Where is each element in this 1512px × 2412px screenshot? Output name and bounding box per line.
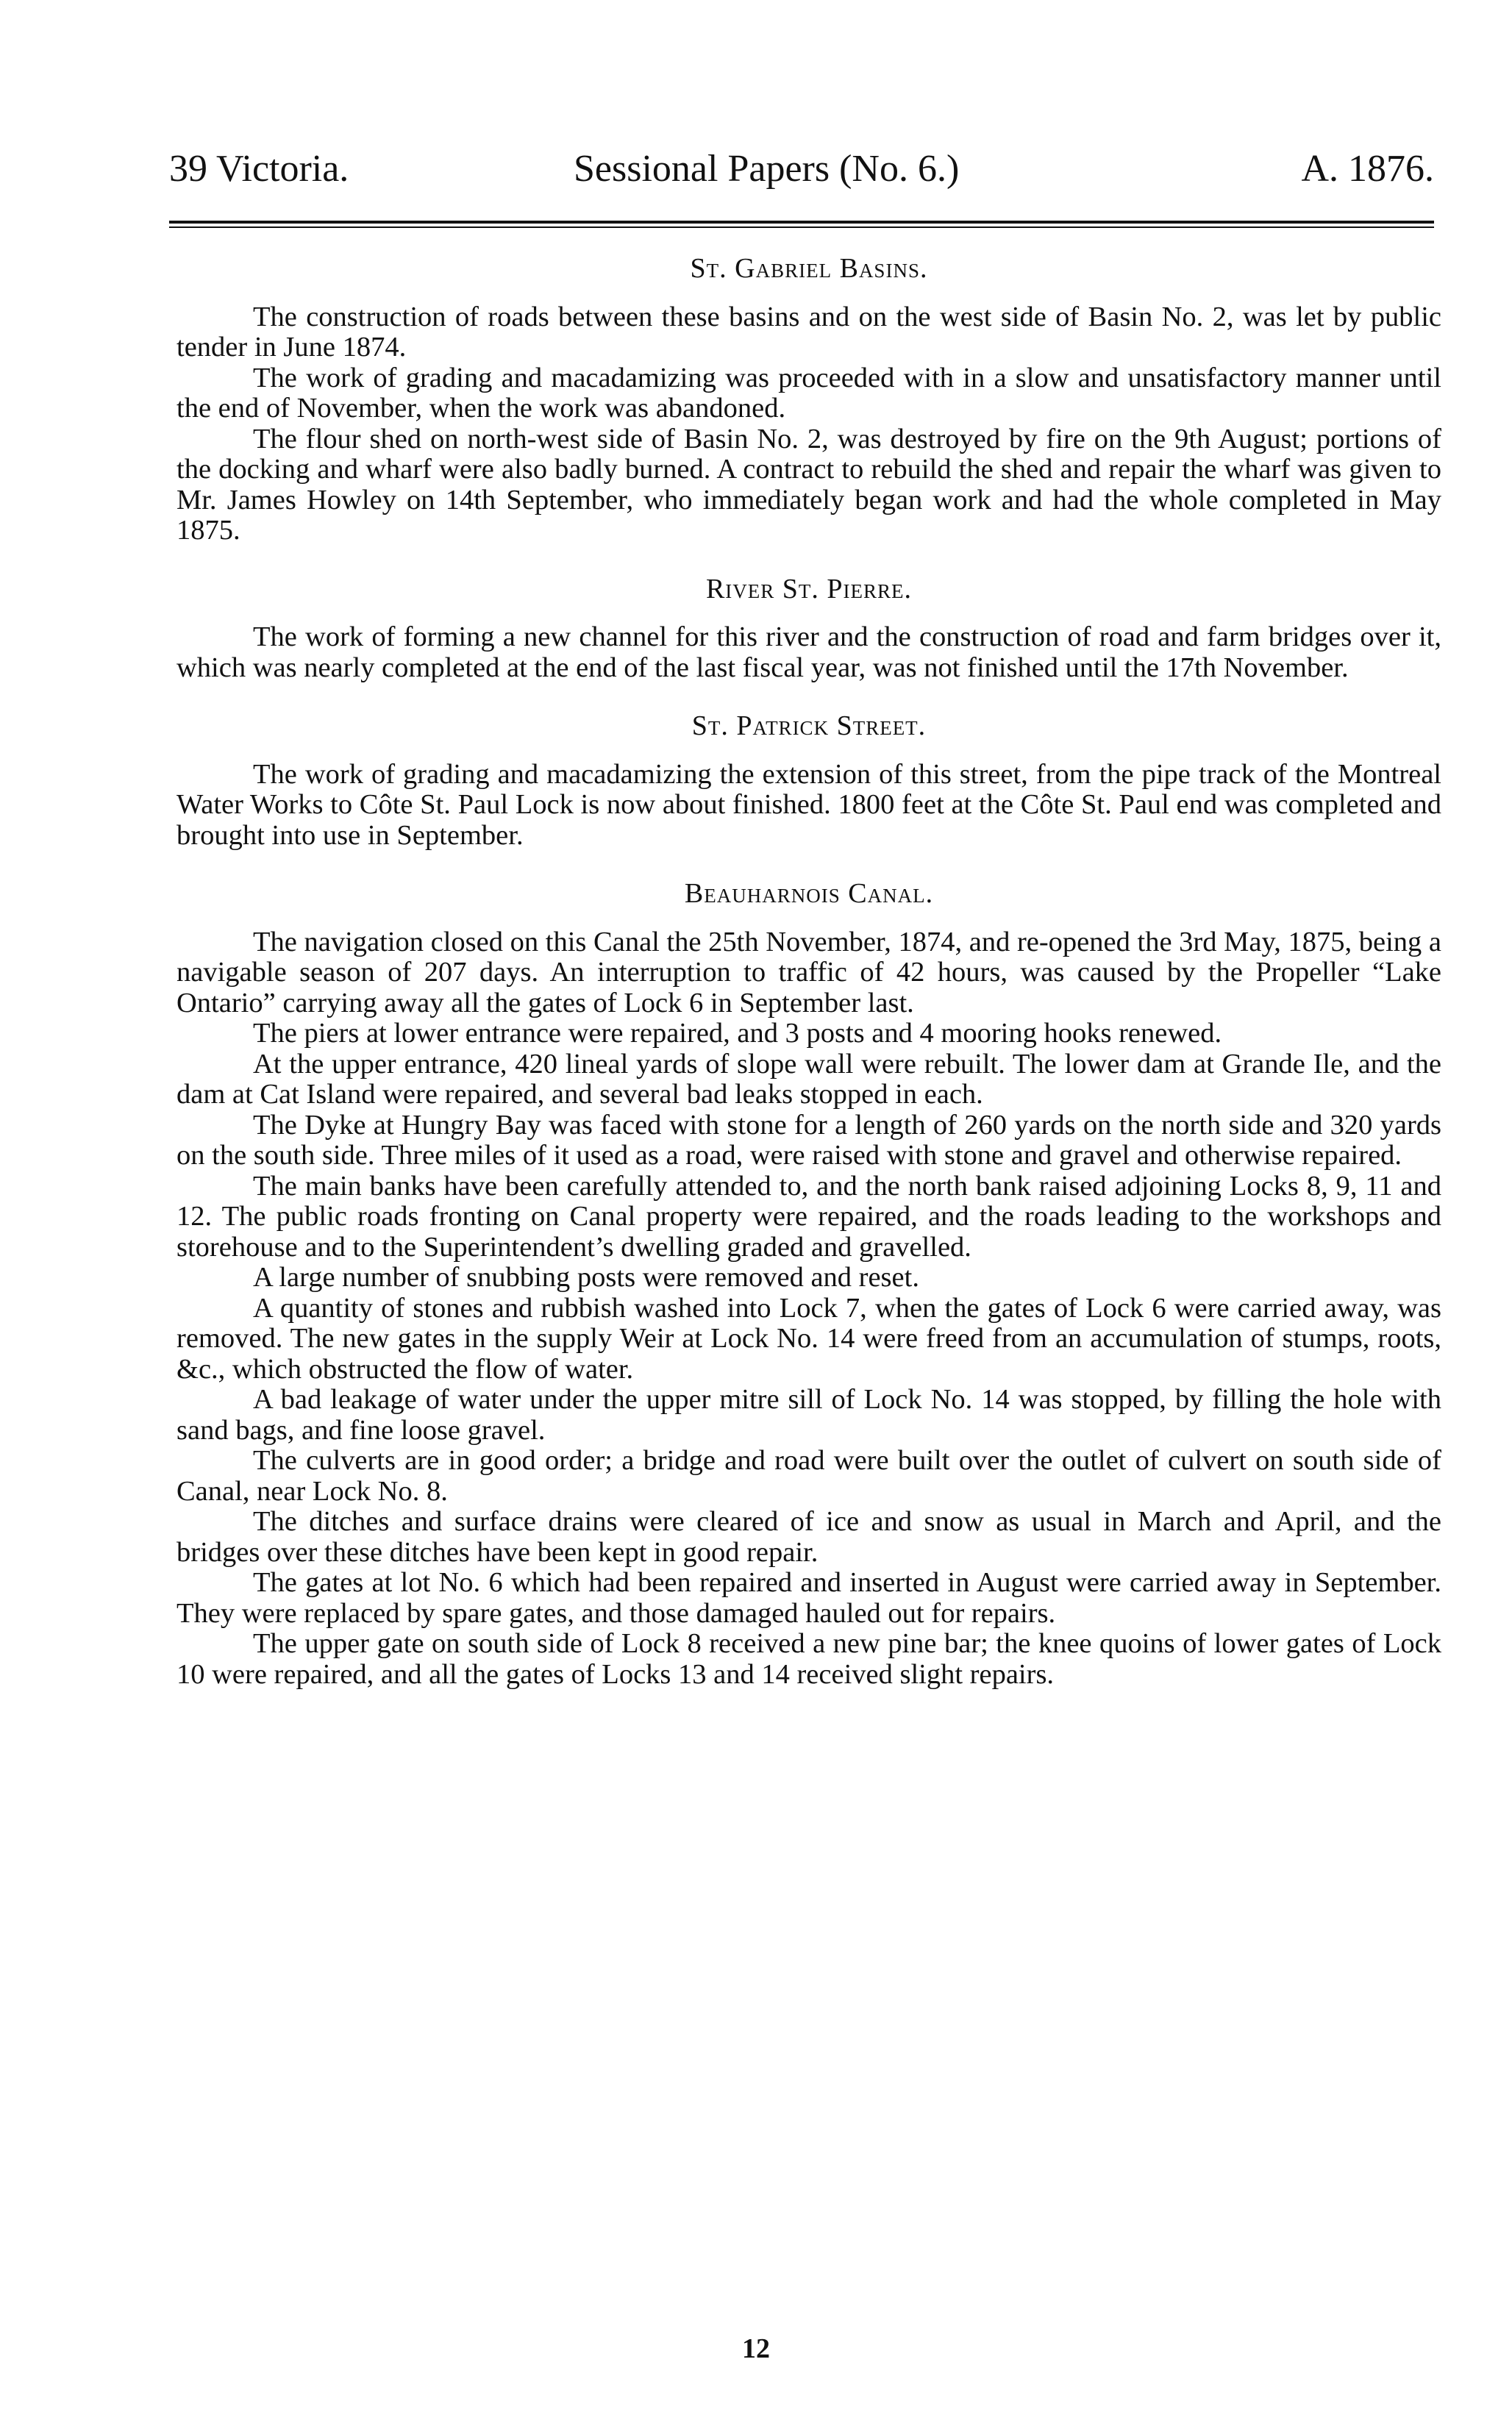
paragraph: The Dyke at Hungry Bay was faced with stone for a length of 260 yards on the north side and 320 yards on the south side. Three miles of it used as a road, were raised with stone and gravel and otherwise repaired. (176, 1109, 1441, 1171)
paragraph: A bad leakage of water under the upper mitre sill of Lock No. 14 was stopped, by filling the hole with sand bags, and fine loose gravel. (176, 1384, 1441, 1446)
paragraph: The gates at lot No. 6 which had been repaired and inserted in August were carried away in September. They were replaced by spare gates, and those damaged hauled out for repairs. (176, 1567, 1441, 1629)
paragraph: The navigation closed on this Canal the 25th November, 1874, and re-opened the 3rd May, 1875, being a navigable season of 207 days. An interruption to traffic of 42 hours, was caused by the Propeller “Lake Ontario” carrying away all the gates of Lock 6 in September last. (176, 926, 1441, 1018)
section-st-gabriel-basins (176, 254, 1441, 546)
paragraph: The ditches and surface drains were cleared of ice and snow as usual in March and April, and the bridges over these ditches have been kept in good repair. (176, 1506, 1441, 1568)
section-title: Beauharnois Canal. (684, 878, 934, 909)
body-text (176, 254, 1441, 1718)
paragraph: The main banks have been carefully attended to, and the north bank raised adjoining Locks 8, 9, 11 and 12. The public roads fronting on Canal property were repaired, and the roads leading to the workshops and storehouse and to the Superintendent’s dwelling graded and gravelled. (176, 1170, 1441, 1263)
paragraph: The upper gate on south side of Lock 8 received a new pine bar; the knee quoins of lower gates of Lock 10 were repaired, and all the gates of Locks 13 and 14 received slight repairs. (176, 1628, 1441, 1690)
section-st-patrick-street (176, 711, 1441, 851)
paragraph: The work of forming a new channel for this river and the construction of road and farm bridges over it, which was nearly completed at the end of the last fiscal year, was not finished until the 17th November. (176, 621, 1441, 683)
section-title: St. Gabriel Basins. (690, 253, 928, 284)
header-rule-thin (169, 226, 1434, 228)
paragraph: The culverts are in good order; a bridge and road were built over the outlet of culvert on south side of Canal, near Lock No. 8. (176, 1445, 1441, 1507)
paragraph: A large number of snubbing posts were removed and reset. (253, 1262, 919, 1293)
paragraph: The flour shed on north-west side of Basin No. 2, was destroyed by fire on the 9th August; portions of the docking and wharf were also badly burned. A contract to rebuild the shed and repair the wharf was given to Mr. James Howley on 14th September, who immediately began work and had the whole completed in May 1875. (176, 423, 1441, 546)
page-number: 12 (742, 2333, 770, 2364)
header-title: Sessional Papers (No. 6.) (574, 148, 960, 190)
header-year: A. 1876. (1301, 148, 1434, 190)
section-title: River St. Pierre. (705, 573, 913, 604)
section-title: St. Patrick Street. (691, 710, 927, 741)
header-rule (169, 221, 1434, 229)
header-rule-thick (169, 221, 1434, 224)
paragraph: The piers at lower entrance were repaired, and 3 posts and 4 mooring hooks renewed. (253, 1018, 1222, 1049)
paragraph: The construction of roads between these basins and on the west side of Basin No. 2, was let by public tender in June 1874. (176, 301, 1441, 363)
paragraph: At the upper entrance, 420 lineal yards of slope wall were rebuilt. The lower dam at Grande Ile, and the dam at Cat Island were repaired, and several bad leaks stopped in each. (176, 1048, 1441, 1110)
paragraph: A quantity of stones and rubbish washed into Lock 7, when the gates of Lock 6 were carried away, was removed. The new gates in the supply Weir at Lock No. 14 were freed from an accumulation of stumps, roots, &c., which obstructed the flow of water. (176, 1292, 1441, 1385)
section-beauharnois-canal (176, 879, 1441, 1690)
paragraph: The work of grading and macadamizing the extension of this street, from the pipe track of the Montreal Water Works to Côte St. Paul Lock is now about finished. 1800 feet at the Côte St. Paul end was completed and brought into use in September. (176, 758, 1441, 851)
section-river-st-pierre (176, 574, 1441, 684)
header-session: 39 Victoria. (169, 148, 349, 190)
paragraph: The work of grading and macadamizing was proceeded with in a slow and unsatisfactory manner until the end of November, when the work was abandoned. (176, 362, 1441, 424)
running-header (169, 140, 1434, 199)
